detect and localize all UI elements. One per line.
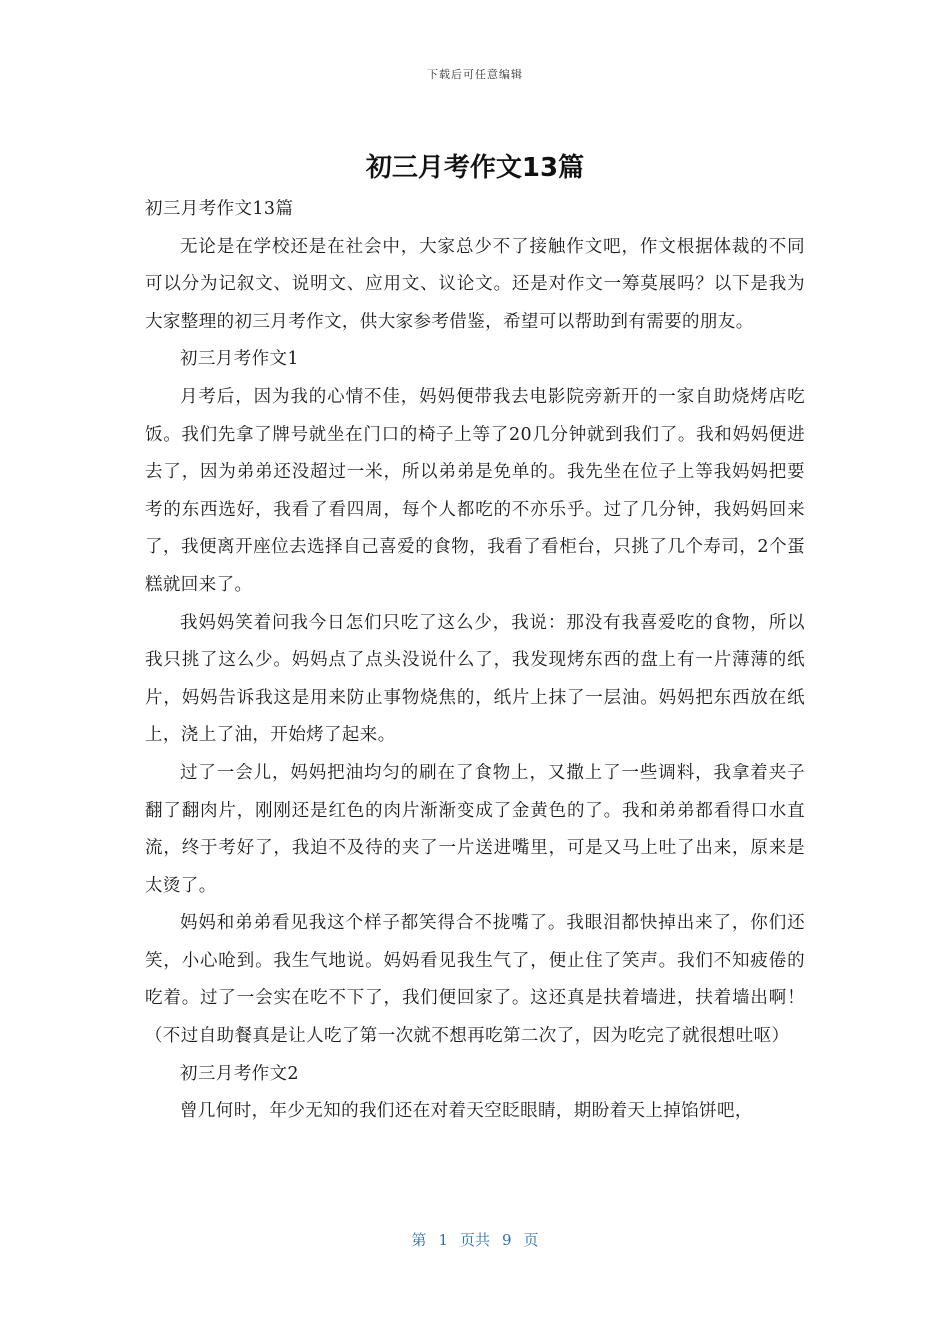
header-note: 下载后可任意编辑 bbox=[427, 68, 523, 81]
page-label-prefix: 第 bbox=[411, 1231, 427, 1249]
current-page-number: 1 bbox=[438, 1231, 448, 1249]
page-label-middle: 页共 bbox=[459, 1231, 490, 1249]
paragraph-subtitle: 初三月考作文13篇 bbox=[145, 199, 294, 219]
total-pages-number: 9 bbox=[502, 1231, 512, 1249]
page-label-suffix: 页 bbox=[523, 1231, 539, 1249]
document-body bbox=[145, 191, 805, 1131]
paragraph-intro: 无论是在学校还是在社会中，大家总少不了接触作文吧，作文根据体裁的不同可以分为记叙文、说明文、应用文、议论文。还是对作文一筹莫展吗？以下是我为大家整理的初三月考作文，供大家参考借鉴，希望可以帮助到有需要的朋友。 bbox=[145, 236, 805, 332]
paragraph: 曾几何时，年少无知的我们还在对着天空眨眼睛，期盼着天上掉馅饼吧， bbox=[180, 1101, 753, 1122]
section-heading-2: 初三月考作文2 bbox=[180, 1063, 299, 1084]
page-footer bbox=[0, 1229, 950, 1250]
paragraph: 我妈妈笑着问我今日怎们只吃了这么少，我说：那没有我喜爱吃的食物，所以我只挑了这么少。妈妈点了点头没说什么了，我发现烤东西的盘上有一片薄薄的纸片，妈妈告诉我这是用来防止事物烧焦的，纸片上抹了一层油。妈妈把东西放在纸上，浇上了油，开始烤了起来。 bbox=[145, 612, 805, 746]
paragraph: 妈妈和弟弟看见我这个样子都笑得合不拢嘴了。我眼泪都快掉出来了，你们还笑，小心呛到。我生气地说。妈妈看见我生气了，便止住了笑声。我们不知疲倦的吃着。过了一会实在吃不下了，我们便回家了。这还真是扶着墙进，扶着墙出啊！（不过自助餐真是让人吃了第一次就不想再吃第二次了，因为吃完了就很想吐呕） bbox=[145, 913, 805, 1047]
section-heading-1: 初三月考作文1 bbox=[180, 349, 299, 370]
document-title: 初三月考作文13篇 bbox=[365, 153, 585, 183]
paragraph: 月考后，因为我的心情不佳，妈妈便带我去电影院旁新开的一家自助烧烤店吃饭。我们先拿了牌号就坐在门口的椅子上等了20几分钟就到我们了。我和妈妈便进去了，因为弟弟还没超过一米，所以弟弟是免单的。我先坐在位子上等我妈妈把要考的东西选好，我看了看四周，每个人都吃的不亦乐乎。过了几分钟，我妈妈回来了，我便离开座位去选择自己喜爱的食物，我看了看柜台，只挑了几个寿司，2个蛋糕就回来了。 bbox=[145, 386, 805, 595]
paragraph: 过了一会儿，妈妈把油均匀的刷在了食物上，又撒上了一些调料，我拿着夹子翻了翻肉片，刚刚还是红色的肉片渐渐变成了金黄色的了。我和弟弟都看得口水直流，终于考好了，我迫不及待的夹了一片送进嘴里，可是又马上吐了出来，原来是太烫了。 bbox=[145, 762, 805, 896]
